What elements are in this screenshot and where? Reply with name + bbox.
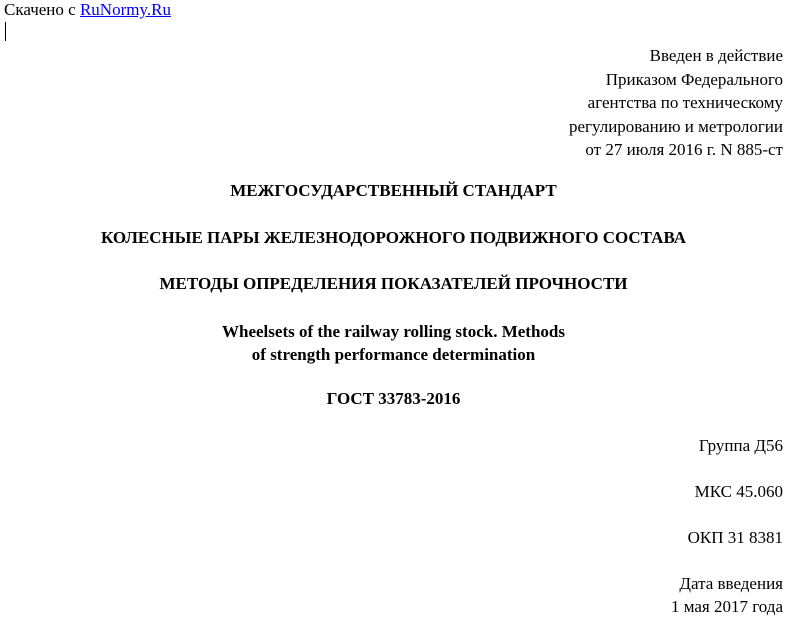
source-prefix: Скачено с — [4, 0, 80, 19]
gost-number: ГОСТ 33783-2016 — [326, 389, 461, 408]
introduced-line: от 27 июля 2016 г. N 885-ст — [585, 140, 783, 159]
source-link[interactable]: RuNormy.Ru — [79, 0, 171, 19]
okp-code: ОКП 31 8381 — [687, 528, 783, 547]
introduced-block — [569, 44, 783, 162]
standard-type: МЕЖГОСУДАРСТВЕННЫЙ СТАНДАРТ — [230, 181, 557, 200]
effective-date — [671, 572, 783, 618]
introduced-line: Введен в действие — [649, 46, 783, 65]
source-line — [4, 0, 171, 20]
title-en-line: Wheelsets of the railway rolling stock. Methods — [222, 322, 565, 341]
group-code: Группа Д56 — [698, 436, 783, 455]
effective-date-line: Дата введения — [679, 574, 783, 593]
title-ru-line-1: КОЛЕСНЫЕ ПАРЫ ЖЕЛЕЗНОДОРОЖНОГО ПОДВИЖНОГО СОСТАВА — [100, 228, 686, 247]
effective-date-line: 1 мая 2017 года — [670, 597, 783, 616]
introduced-line: агентства по техническому — [587, 93, 783, 112]
title-ru-line-2: МЕТОДЫ ОПРЕДЕЛЕНИЯ ПОКАЗАТЕЛЕЙ ПРОЧНОСТИ — [159, 274, 628, 293]
title-en-line: of strength performance determination — [251, 345, 536, 364]
text-cursor — [5, 22, 6, 41]
introduced-line: Приказом Федерального — [605, 69, 783, 89]
mks-code: МКС 45.060 — [694, 482, 783, 501]
title-en — [0, 320, 787, 366]
introduced-line: регулированию и метрологии — [568, 116, 783, 136]
